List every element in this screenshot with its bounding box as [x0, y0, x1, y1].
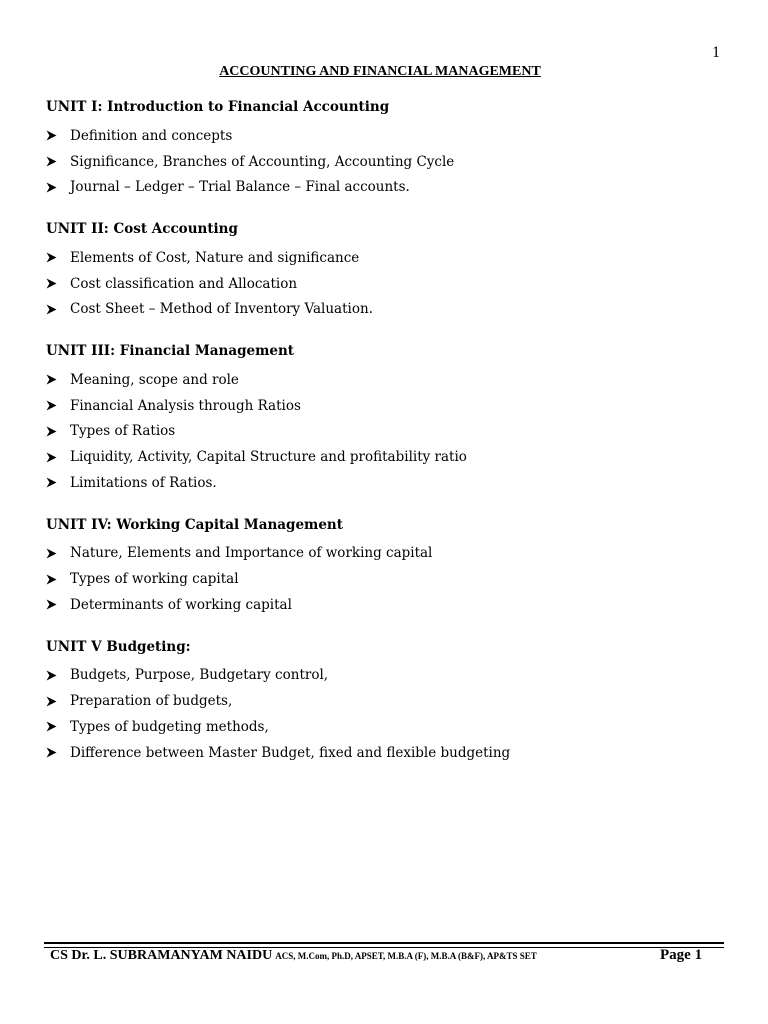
list-item	[46, 688, 736, 714]
list-item	[46, 123, 736, 149]
list-item-text: Financial Analysis through Ratios	[70, 397, 301, 414]
arrow-bullet-icon	[46, 304, 70, 315]
unit-topic-list	[46, 663, 736, 766]
list-item	[46, 541, 736, 567]
list-item-text: Nature, Elements and Importance of working capital	[70, 545, 433, 562]
arrow-bullet-icon	[46, 670, 70, 681]
footer-credentials: ACS, M.Com, Ph.D, APSET, M.B.A (F), M.B.A (B&F), AP&TS SET	[275, 951, 537, 961]
list-item-text: Elements of Cost, Nature and significance	[70, 249, 360, 266]
list-item-text: Cost Sheet – Method of Inventory Valuation.	[70, 301, 373, 318]
list-item	[46, 419, 736, 445]
list-item-text: Definition and concepts	[70, 127, 233, 144]
unit-topic-list	[46, 367, 736, 495]
arrow-bullet-icon	[46, 182, 70, 193]
arrow-bullet-icon	[46, 574, 70, 585]
arrow-bullet-icon	[46, 477, 70, 488]
list-item-text: Difference between Master Budget, fixed and flexible budgeting	[70, 744, 511, 761]
unit-heading: UNIT IV: Working Capital Management	[46, 516, 343, 533]
unit-section	[46, 97, 736, 200]
list-item	[46, 714, 736, 740]
list-item	[46, 470, 736, 496]
list-item-text: Preparation of budgets,	[70, 693, 233, 710]
list-item	[46, 393, 736, 419]
unit-section	[46, 515, 736, 618]
unit-section	[46, 341, 736, 495]
arrow-bullet-icon	[46, 548, 70, 559]
footer-divider	[44, 942, 724, 944]
arrow-bullet-icon	[46, 599, 70, 610]
list-item-text: Cost classification and Allocation	[70, 275, 298, 292]
syllabus-content	[46, 97, 736, 784]
list-item-text: Determinants of working capital	[70, 596, 292, 613]
list-item-text: Liquidity, Activity, Capital Structure and profitability ratio	[70, 449, 467, 466]
list-item-text: Budgets, Purpose, Budgetary control,	[70, 667, 329, 684]
list-item	[46, 740, 736, 766]
list-item	[46, 245, 736, 271]
list-item-text: Journal – Ledger – Trial Balance – Final accounts.	[70, 179, 410, 196]
arrow-bullet-icon	[46, 696, 70, 707]
list-item	[46, 566, 736, 592]
unit-heading: UNIT III: Financial Management	[46, 343, 295, 360]
list-item	[46, 592, 736, 618]
unit-section	[46, 637, 736, 766]
arrow-bullet-icon	[46, 252, 70, 263]
footer-author-line	[50, 948, 537, 964]
footer-page-label: Page 1	[660, 947, 703, 963]
list-item	[46, 174, 736, 200]
unit-section	[46, 219, 736, 322]
list-item	[46, 271, 736, 297]
list-item	[46, 663, 736, 689]
list-item-text: Types of Ratios	[70, 423, 176, 440]
arrow-bullet-icon	[46, 721, 70, 732]
page-number: 1	[712, 44, 720, 61]
list-item	[46, 367, 736, 393]
arrow-bullet-icon	[46, 426, 70, 437]
unit-heading: UNIT I: Introduction to Financial Accounting	[46, 99, 390, 115]
list-item-text: Limitations of Ratios.	[70, 474, 217, 491]
unit-topic-list	[46, 541, 736, 618]
arrow-bullet-icon	[46, 156, 70, 167]
unit-topic-list	[46, 245, 736, 322]
list-item-text: Types of working capital	[70, 571, 239, 588]
arrow-bullet-icon	[46, 400, 70, 411]
list-item	[46, 149, 736, 175]
list-item-text: Meaning, scope and role	[70, 371, 239, 388]
list-item	[46, 296, 736, 322]
document-title: ACCOUNTING AND FINANCIAL MANAGEMENT	[219, 64, 541, 79]
unit-heading: UNIT II: Cost Accounting	[46, 221, 238, 238]
footer-author: CS Dr. L. SUBRAMANYAM NAIDU	[50, 948, 273, 963]
arrow-bullet-icon	[46, 130, 70, 141]
list-item-text: Types of budgeting methods,	[70, 718, 269, 735]
arrow-bullet-icon	[46, 747, 70, 758]
arrow-bullet-icon	[46, 278, 70, 289]
arrow-bullet-icon	[46, 452, 70, 463]
list-item-text: Significance, Branches of Accounting, Accounting Cycle	[70, 153, 455, 170]
arrow-bullet-icon	[46, 374, 70, 385]
unit-topic-list	[46, 123, 736, 200]
list-item	[46, 444, 736, 470]
unit-heading: UNIT V Budgeting:	[46, 638, 191, 655]
